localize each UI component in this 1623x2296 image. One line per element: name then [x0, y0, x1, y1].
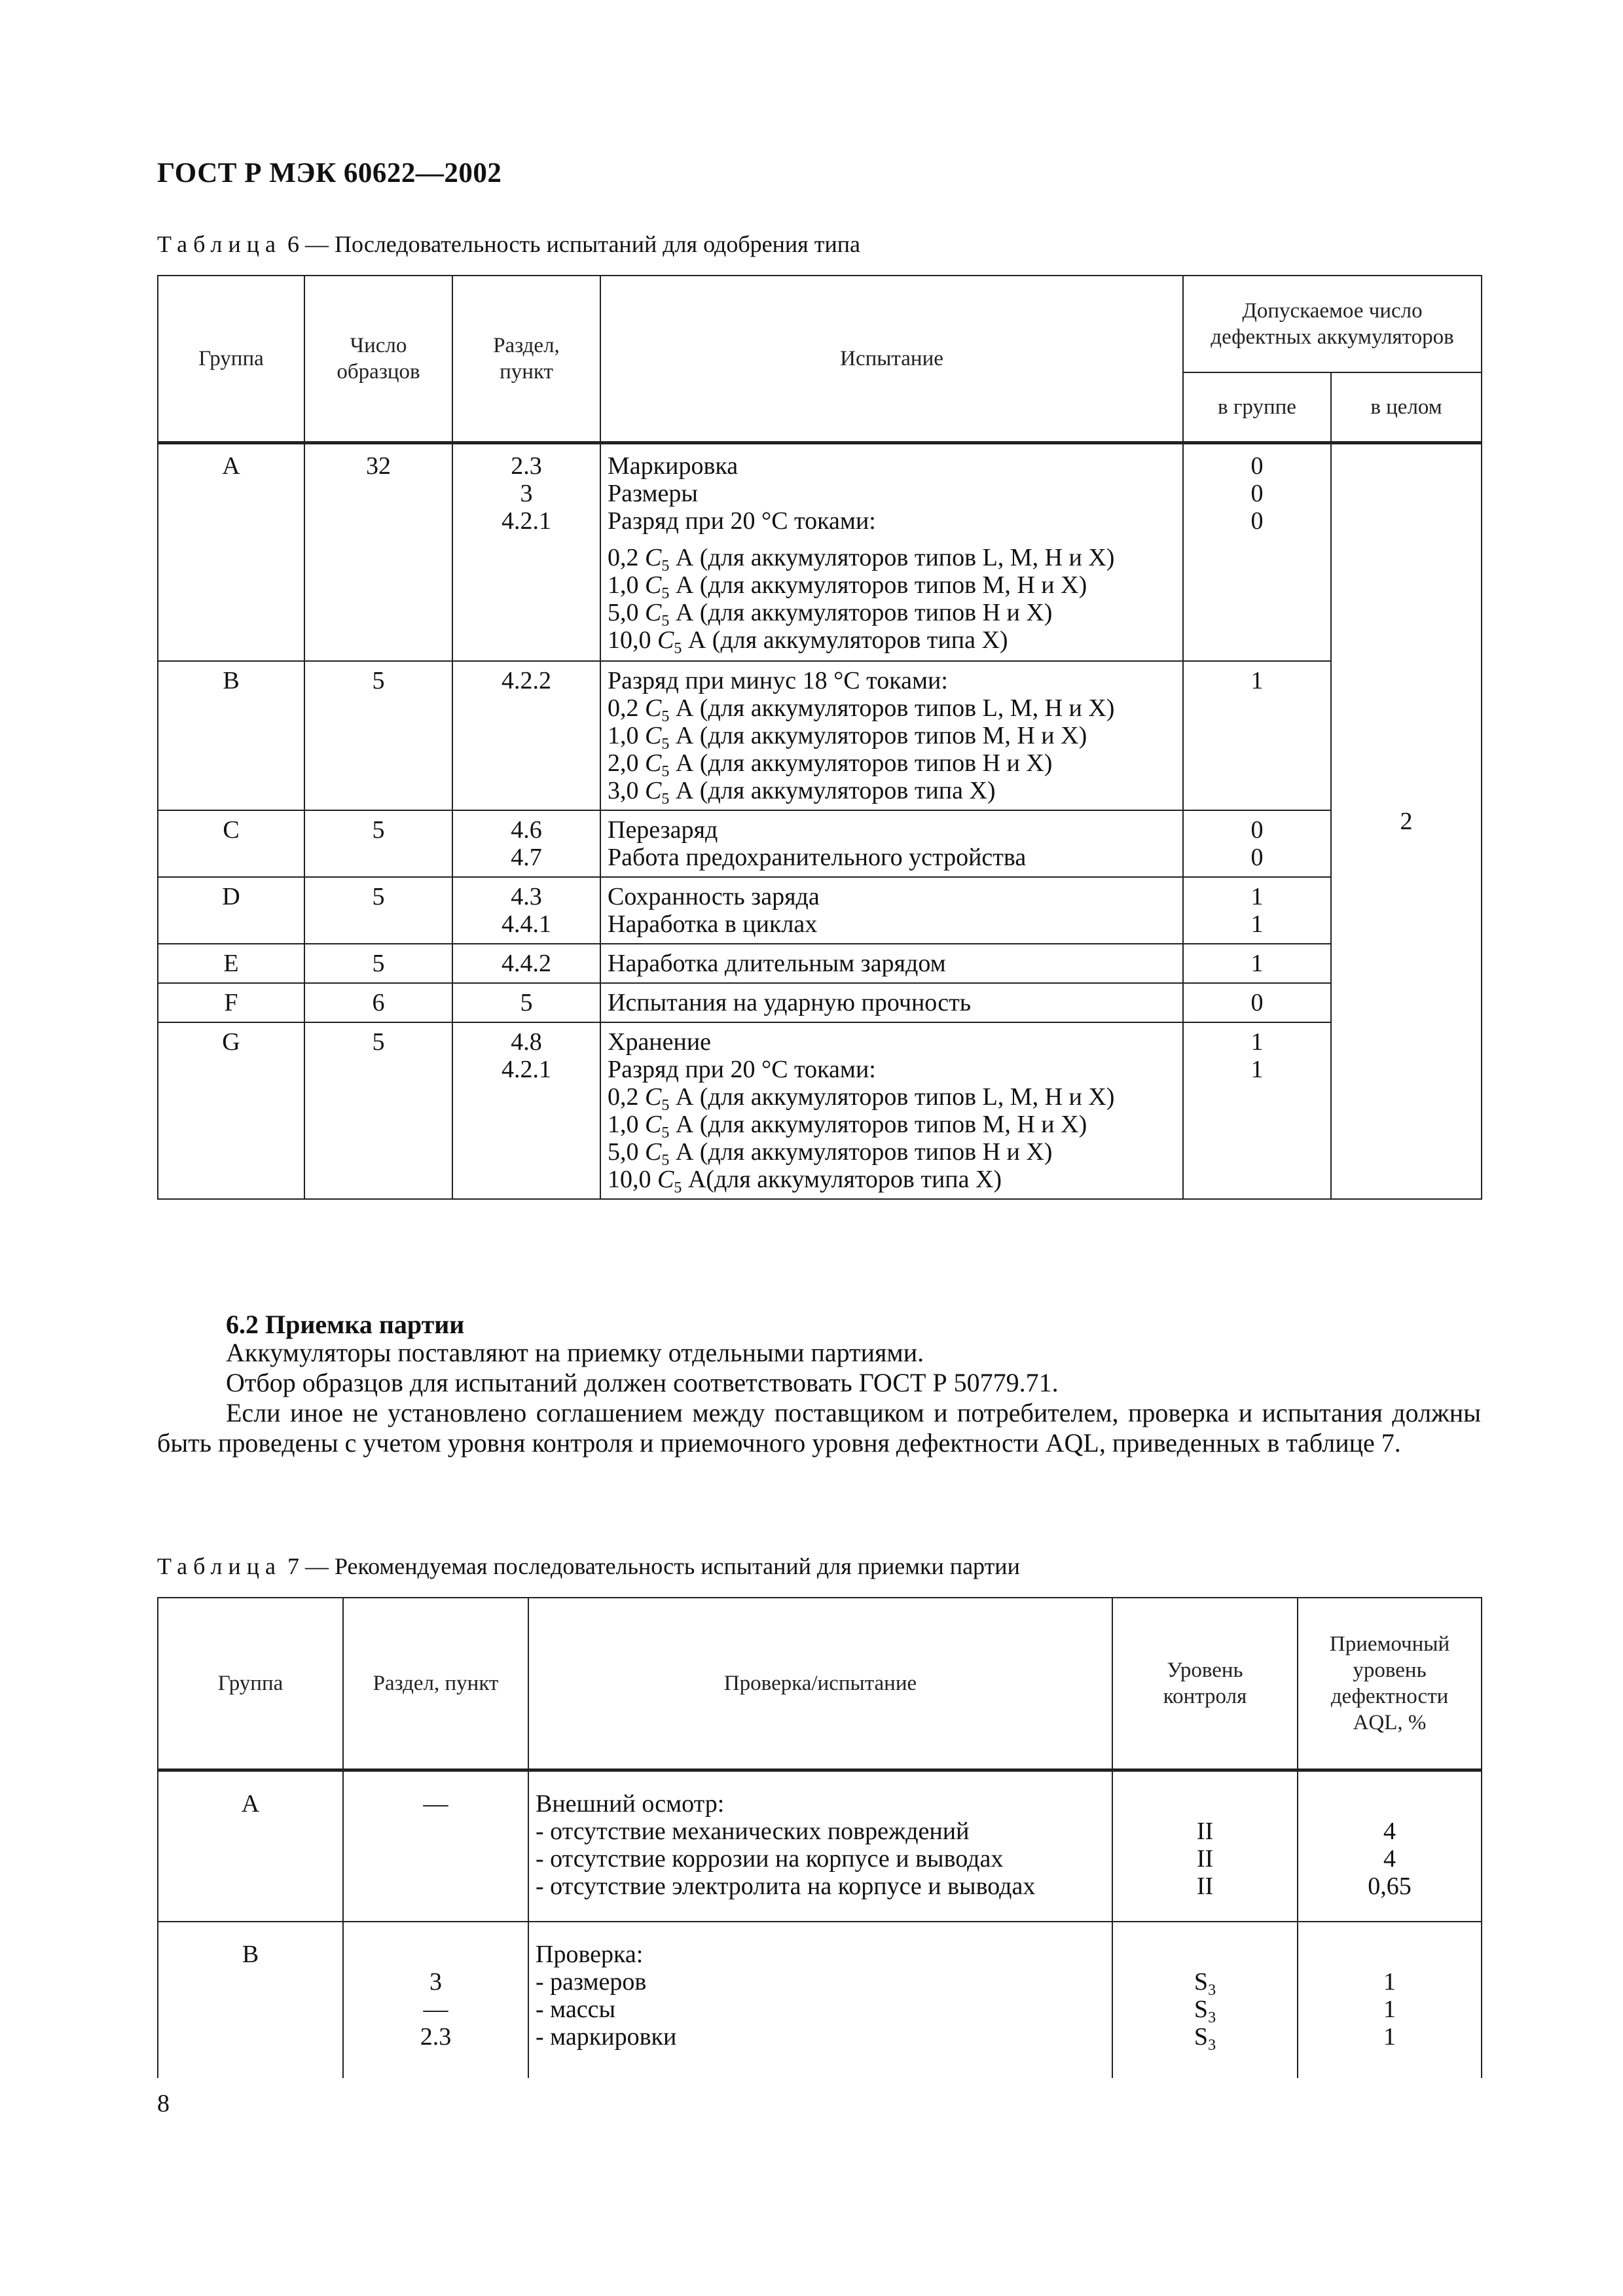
table7-row [158, 1922, 1482, 2078]
paragraph: Аккумуляторы поставляют на приемку отдельными партиями. [226, 1338, 924, 1367]
group-cell: C [158, 810, 304, 877]
table6-header-total: в целом [1331, 372, 1482, 443]
page-number: 8 [157, 2090, 170, 2117]
test-cell: Перезаряд Работа предохранительного устройства [600, 810, 1183, 877]
table6-caption [157, 230, 860, 258]
table7-row [158, 1770, 1482, 1922]
table6-header-group: Группа [158, 276, 304, 443]
defects-cell: 0 0 [1183, 810, 1331, 877]
group-cell: A [158, 1770, 343, 1922]
test-cell: Хранение Разряд при 20 °C токами: 0,2 $C_5$ А (для аккумуляторов типов L, M, H и X) 1,0 $C_5$ А (для аккумуляторов типов M, H и X) 5,0 $C_5$ А (для аккумуляторов типов H и X) 10,0 $C_5$ А(для аккумуляторов типа X) [600, 1022, 1183, 1199]
group-cell: F [158, 983, 304, 1022]
samples-cell: 5 [304, 944, 452, 983]
table6-row [158, 877, 1482, 944]
test-cell: Разряд при минус 18 °C токами: 0,2 $C_5$ А (для аккумуляторов типов L, M, H и X) 1,0 $C_5$ А (для аккумуляторов типов M, H и X) 2,0 $C_5$ А (для аккумуляторов типов H и X) 3,0 $C_5$ А (для аккумуляторов типа X) [600, 661, 1183, 810]
group-cell: B [158, 661, 304, 810]
check-cell: Проверка: - размеров - массы - маркировки [528, 1922, 1112, 2078]
group-cell: G [158, 1022, 304, 1199]
section-cell: 5 [452, 983, 600, 1022]
table6-row [158, 1022, 1482, 1199]
table6-header-in-group: в группе [1183, 372, 1331, 443]
group-cell: A [158, 443, 304, 662]
table6-row [158, 443, 1482, 662]
defects-cell: 0 0 0 [1183, 443, 1331, 662]
table6-row [158, 944, 1482, 983]
table7-header-level: Уровень контроля [1112, 1598, 1298, 1770]
table6-row [158, 810, 1482, 877]
table7-caption [157, 1552, 1020, 1580]
section-title: 6.2 Приемка партии [226, 1310, 465, 1339]
section-cell: 4.2.2 [452, 661, 600, 810]
section-cell: 4.6 4.7 [452, 810, 600, 877]
defects-cell: 1 [1183, 944, 1331, 983]
table7-header-aql: Приемочный уровень дефектности AQL, % [1298, 1598, 1482, 1770]
defects-cell: 1 1 [1183, 877, 1331, 944]
aql-cell: 1 1 1 [1298, 1922, 1482, 2078]
section-cell: 4.3 4.4.1 [452, 877, 600, 944]
group-cell: B [158, 1922, 343, 2078]
section-cell: 4.4.2 [452, 944, 600, 983]
section-cell: 4.8 4.2.1 [452, 1022, 600, 1199]
samples-cell: 5 [304, 810, 452, 877]
test-cell: Наработка длительным зарядом [600, 944, 1183, 983]
samples-cell: 5 [304, 1022, 452, 1199]
table6 [157, 275, 1482, 1200]
aql-cell: 4 4 0,65 [1298, 1770, 1482, 1922]
table7-caption-text: 7 — Рекомендуемая последовательность испытаний для приемки партии [281, 1553, 1020, 1579]
samples-cell: 5 [304, 877, 452, 944]
table6-caption-text: 6 — Последовательность испытаний для одобрения типа [281, 231, 860, 257]
table6-row [158, 983, 1482, 1022]
check-cell: Внешний осмотр: - отсутствие механических повреждений - отсутствие коррозии на корпусе и выводах - отсутствие электролита на корпусе и выводах [528, 1770, 1112, 1922]
level-cell: $S_3$ $S_3$ $S_3$ [1112, 1922, 1298, 2078]
table6-header-section: Раздел, пункт [452, 276, 600, 443]
total-defects-cell: 2 [1331, 443, 1482, 1200]
table6-header-allowed: Допускаемое число дефектных аккумуляторов [1183, 276, 1482, 372]
test-cell: Сохранность заряда Наработка в циклах [600, 877, 1183, 944]
paragraph: Если иное не установлено соглашением между поставщиком и потребителем, проверка и испытания должны быть проведены с учетом уровня контроля и приемочного уровня дефектности AQL, приведенных в таблице 7. [157, 1398, 1481, 1458]
table6-header-test: Испытание [600, 276, 1183, 443]
test-cell: Испытания на ударную прочность [600, 983, 1183, 1022]
table7-header-group: Группа [158, 1598, 343, 1770]
level-cell: II II II [1112, 1770, 1298, 1922]
table6-row [158, 661, 1482, 810]
table7-header-check: Проверка/испытание [528, 1598, 1112, 1770]
section-cell: 3 — 2.3 [343, 1922, 528, 2078]
defects-cell: 1 [1183, 661, 1331, 810]
group-cell: D [158, 877, 304, 944]
paragraph: Отбор образцов для испытаний должен соответствовать ГОСТ Р 50779.71. [226, 1368, 1059, 1397]
section-cell: 2.3 3 4.2.1 [452, 443, 600, 662]
table6-header-samples: Число образцов [304, 276, 452, 443]
samples-cell: 6 [304, 983, 452, 1022]
section-cell: — [343, 1770, 528, 1922]
group-cell: E [158, 944, 304, 983]
table7-caption-word: Таблица [157, 1553, 282, 1579]
defects-cell: 1 1 [1183, 1022, 1331, 1199]
table6-caption-word: Таблица [157, 231, 282, 257]
document-header: ГОСТ Р МЭК 60622—2002 [157, 158, 502, 188]
test-cell: Маркировка Размеры Разряд при 20 °C токами: 0,2 $C_5$ А (для аккумуляторов типов L, M, H и X) 1,0 $C_5$ А (для аккумуляторов типов M, H и X) 5,0 $C_5$ А (для аккумуляторов типов H и X) 10,0 $C_5$ А (для аккумуляторов типа X) [600, 443, 1183, 662]
defects-cell: 0 [1183, 983, 1331, 1022]
table7-header-section: Раздел, пункт [343, 1598, 528, 1770]
samples-cell: 32 [304, 443, 452, 662]
table7 [157, 1597, 1482, 2078]
samples-cell: 5 [304, 661, 452, 810]
